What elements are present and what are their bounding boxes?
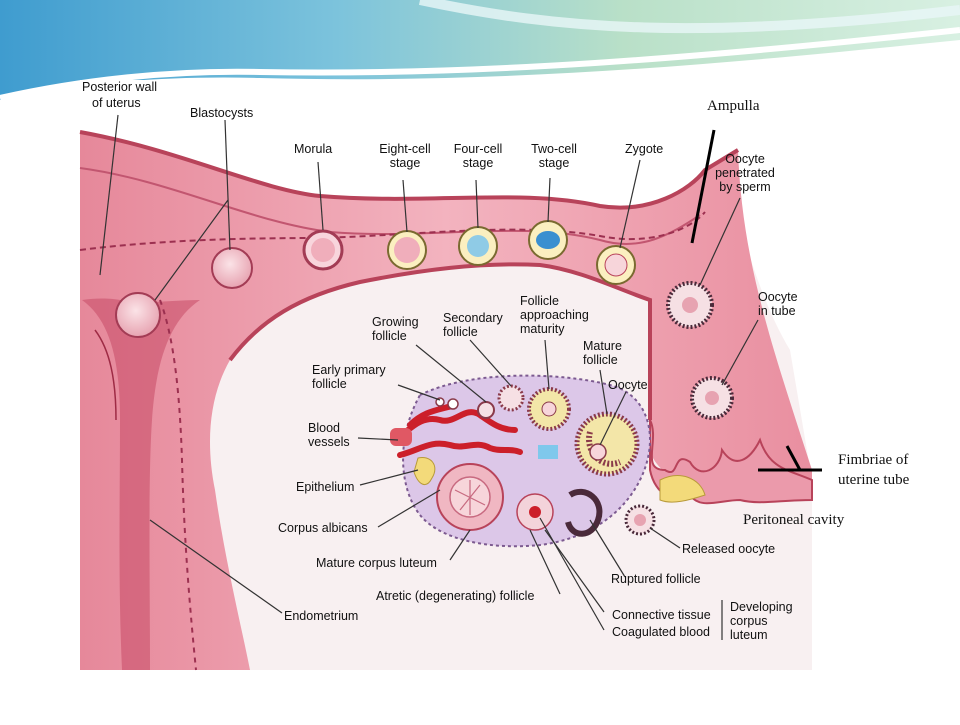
label-four-cell: Four-cell stage	[453, 142, 503, 170]
label-two-cell: Two-cell stage	[531, 142, 577, 170]
label-epithelium: Epithelium	[296, 480, 355, 494]
label-ruptured-follicle: Ruptured follicle	[611, 572, 701, 586]
label-posterior-wall-2: of uterus	[92, 96, 141, 110]
label-corpus-albicans: Corpus albicans	[278, 521, 368, 535]
label-early-primary: Early primary follicle	[312, 363, 386, 391]
label-blood-vessels: Blood vessels	[308, 421, 350, 449]
label-mature-corpus-luteum: Mature corpus luteum	[316, 556, 437, 570]
corpus-luteum	[437, 464, 503, 530]
label-follicle-approaching: Follicle approaching maturity	[520, 294, 589, 336]
annotation-peritoneal-cavity: Peritoneal cavity	[743, 512, 845, 528]
connective-patch	[538, 445, 558, 459]
label-mature-follicle: Mature follicle	[583, 339, 622, 367]
annotation-fimbriae: Fimbriae of uterine tube	[838, 452, 910, 488]
label-posterior-wall: Posterior wall	[82, 80, 158, 94]
annotation-ampulla: Ampulla	[707, 98, 760, 114]
label-released-oocyte: Released oocyte	[682, 542, 776, 556]
label-blastocysts: Blastocysts	[190, 106, 254, 120]
label-secondary-follicle: Secondary follicle	[443, 311, 503, 339]
vessel-stump	[390, 428, 412, 446]
label-oocyte: Oocyte	[608, 378, 648, 392]
label-developing-corpus-luteum: Developing corpus luteum	[730, 600, 793, 642]
label-endometrium: Endometrium	[284, 609, 359, 623]
coagulated-blood-dot	[529, 506, 541, 518]
label-coagulated-blood: Coagulated blood	[612, 625, 710, 639]
label-morula: Morula	[294, 142, 333, 156]
label-growing-follicle: Growing follicle	[372, 315, 419, 343]
label-oocyte-in-tube: Oocyte in tube	[758, 290, 798, 318]
label-atretic-follicle: Atretic (degenerating) follicle	[376, 589, 535, 603]
label-connective-tissue: Connective tissue	[612, 608, 711, 622]
label-eight-cell: Eight-cell stage	[379, 142, 431, 170]
label-oocyte-penetrated: Oocyte penetrated by sperm	[715, 152, 775, 194]
label-zygote: Zygote	[625, 142, 664, 156]
